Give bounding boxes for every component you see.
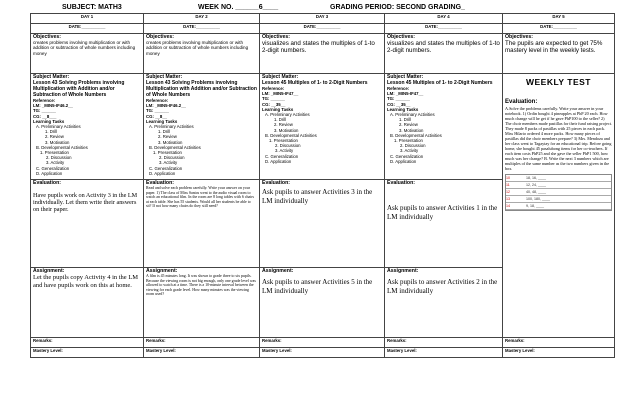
date-cell: DATE:__________ bbox=[503, 24, 615, 34]
evaluation-text: Ask pupils to answer Activities 3 in the LM individually bbox=[262, 188, 373, 205]
objectives-text: The pupils are expected to get 75% mastery level in the weekly tests. bbox=[505, 40, 603, 55]
assignment-text: Ask pupils to answer Activities 2 in the LM individually bbox=[387, 278, 498, 295]
assignment-cell: Assignment: Ask pupils to answer Activities 2 in the LM individually bbox=[385, 268, 503, 338]
days-row bbox=[31, 14, 615, 24]
objectives-cell: Objectives: visualizes and states the multiples of 1-to 2-digit numbers. bbox=[260, 34, 385, 74]
lesson-title: Lesson 43 Solving Problems involving Multiplication with Addition and/or Subtraction of Whole Numbers bbox=[146, 80, 257, 98]
page-header bbox=[0, 2, 638, 13]
subject-matter-cell: Subject Matter: Lesson 43 Solving Problems involving Multiplication with Addition and/or Subtraction of Whole Numbers Reference: LM: _MIN5-IF46.2__ TG: ______ CG: __8__ Learning Tasks A. Preliminary Activities 1. Drill 2. Review 3. Motivation B. Developmental Activities 1. Presentation 2. Discussion 3. Activity C. Generalization D. Application bbox=[144, 74, 260, 180]
lesson-title: Lesson 45 Multiples of 1- to 2-Digit Numbers bbox=[387, 80, 493, 86]
mastery-row bbox=[31, 348, 615, 358]
objectives-text: creates problems involving multiplication or with addition or subtraction of whole numbers including money bbox=[146, 40, 249, 56]
lesson-title: Lesson 43 Solving Problems involving Multiplication with Addition and/or Subtraction of Whole Numbers bbox=[33, 80, 125, 98]
date-cell: DATE:__________ bbox=[144, 24, 260, 34]
multiples-row: 14 9, 18, ____ bbox=[506, 203, 611, 210]
objectives-cell: Objectives: The pupils are expected to get 75% mastery level in the weekly tests. bbox=[503, 34, 615, 74]
objectives-row bbox=[31, 34, 615, 74]
day-header: DAY 3 bbox=[260, 14, 385, 24]
evaluation-cell: Evaluation: Have pupils work on Activity 3 in the LM individually. Let them write their answers on their paper. bbox=[31, 180, 144, 268]
mastery-cell: Mastery Level: bbox=[31, 348, 144, 358]
objectives-cell: Objectives: creates problems involving multiplication or with addition or subtraction of whole numbers including money bbox=[31, 34, 144, 74]
day-header: DAY 1 bbox=[31, 14, 144, 24]
date-row bbox=[31, 24, 615, 34]
evaluation-text: Read and solve each problem carefully. Write your answer on your paper. 1) The class of Miss Santos went to the audio visual room to watch an educational film. In the room are 8 long tables with 6 chairs at each table. She has 55 students. Would all her students be able to sit? If not how many chairs do they still need? bbox=[146, 186, 255, 208]
date-cell: DATE:__________ bbox=[385, 24, 503, 34]
mastery-cell: Mastery Level: bbox=[503, 348, 615, 358]
assignment-text: Let the pupils copy Activity 4 in the LM and have pupils work on this at home. bbox=[33, 274, 139, 289]
date-cell: DATE:__________ bbox=[31, 24, 144, 34]
objectives-text: visualizes and states the multiples of 1-to 2-digit numbers. bbox=[262, 40, 375, 55]
subject-matter-cell: Subject Matter: Lesson 45 Multiples of 1- to 2-Digit Numbers Reference: LM: _MIN5-IF47__ TG: ______ CG: __35__ Learning Tasks A. Preliminary Activities 1. Drill 2. Review 3. Motivation B. Developmental Activities 1. Presentation 2. Discussion 3. Activity C. Generalization D. Application bbox=[385, 74, 503, 180]
day-header: DAY 2 bbox=[144, 14, 260, 24]
weekly-test-text: A.Solve the problems carefully. Write your answer in your notebook. 1) Ordin bought 4 pineapples at PhP 20 each. How much change will he get if he gave PhP100 to the seller? 2) The choir members made pastillas for their fund raising project. They made 8 packs of pastillas with 25 pieces in each pack. Miss Hilario ordered 4 more packs. How many pieces of pastillas did the choir members prepare? 3) Mrs. Mendoza and her class went to Tagaytay for an educational trip. Before going home, she bought 45 pasalubong items for her co-teachers. If each item costs PhP25 and she gave the seller PhP1 500, how much was her change? B. Write the next 3 numbers which are multiples of the same number as the two numbers given in the box. bbox=[505, 106, 612, 172]
evaluation-text: Have pupils work on Activity 3 in the LM individually. Let them write their answers on their paper. bbox=[33, 192, 138, 214]
remarks-cell: Remarks: bbox=[503, 338, 615, 348]
multiples-row: 13 100, 180, ____ bbox=[506, 196, 611, 203]
assignment-text: Ask pupils to answer Activities 5 in the LM individually bbox=[262, 278, 373, 295]
evaluation-cell: Evaluation: Read and solve each problem carefully. Write your answer on your paper. 1) The class of Miss Santos went to the audio visual room to watch an educational film. In the room are 8 long tables with 6 chairs at each table. She has 55 students. Would all her students be able to sit? If not how many chairs do they still need? bbox=[144, 180, 260, 268]
multiples-box bbox=[505, 174, 612, 211]
subject-matter-cell: Subject Matter: Lesson 45 Multiples of 1- to 2-Digit Numbers Reference: LM: _MIN5-IF47__ TG: ______ CG: __35__ Learning Tasks A. Preliminary Activities 1. Drill 2. Review 3. Motivation B. Developmental Activities 1. Presentation 2. Discussion 3. Activity C. Generalization D. Application bbox=[260, 74, 385, 180]
subject-matter-cell: Subject Matter: Lesson 43 Solving Problems involving Multiplication with Addition and/or Subtraction of Whole Numbers Reference: LM: _MIN5-IF46.2__ TG: ______ CG: __8___ Learning Tasks A. Preliminary Activities 1. Drill 2. Review 3. Motivation B. Developmental Activities 1. Presentation 2. Discussion 3. Activity C. Generalization D. Application bbox=[31, 74, 144, 180]
objectives-text: creates problems involving multiplication or with addition or subtraction of whole numbers including money bbox=[33, 40, 136, 56]
lesson-plan-table bbox=[30, 13, 615, 358]
grading-period-label: GRADING PERIOD: SECOND GRADING_ bbox=[330, 4, 465, 11]
mastery-cell: Mastery Level: bbox=[144, 348, 260, 358]
evaluation-cell: Evaluation: Ask pupils to answer Activities 3 in the LM individually bbox=[260, 180, 385, 268]
objectives-cell: Objectives: visualizes and states the multiples of 1-to 2-digit numbers. bbox=[385, 34, 503, 74]
remarks-cell: Remarks: bbox=[260, 338, 385, 348]
day-header: DAY 4 bbox=[385, 14, 503, 24]
remarks-cell: Remarks: bbox=[31, 338, 144, 348]
remarks-row bbox=[31, 338, 615, 348]
subject-matter-row bbox=[31, 74, 615, 180]
mastery-cell: Mastery Level: bbox=[385, 348, 503, 358]
multiples-row: 12 40, 48, ____ bbox=[506, 189, 611, 196]
remarks-cell: Remarks: bbox=[385, 338, 503, 348]
day-header: DAY 5 bbox=[503, 14, 615, 24]
evaluation-cell: Evaluation: Ask pupils to answer Activities 1 in the LM individually bbox=[385, 180, 503, 268]
assignment-cell: Assignment: Let the pupils copy Activity 4 in the LM and have pupils work on this at home. bbox=[31, 268, 144, 338]
lesson-title: Lesson 45 Multiples of 1- to 2-Digit Numbers bbox=[262, 80, 368, 86]
subject-label: SUBJECT: MATH3 bbox=[62, 4, 122, 11]
date-cell: DATE:__________ bbox=[260, 24, 385, 34]
assignment-text: A film is 45 minutes long. It was shown to grade three to six pupils. Because the viewing room is not big enough, only one grade level was allowed to watch at a time. There is a 10-minute interval between the viewing for each grade level. How many minutes was the viewing room used? bbox=[146, 274, 256, 296]
weekly-test-cell: WEEKLY TEST Evaluation: A.Solve the problems carefully. Write your answer in your notebook. 1) Ordin bought 4 pineapples at PhP 20 each. How much change will he get if he gave PhP100 to the seller? 2) The choir members made pastillas for their fund raising project. They made 8 packs of pastillas with 25 pieces in each pack. Miss Hilario ordered 4 more packs. How many pieces of pastillas did the choir members prepare? 3) Mrs. Mendoza and her class went to Tagaytay for an educational trip. Before going home, she bought 45 pasalubong items for her co-teachers. If each item costs PhP25 and she gave the seller PhP1 500, how much was her change? B. Write the next 3 numbers which are multiples of the same number as the two numbers given in the box. 10 18, 16, ____ 11 12, 24, ____ 12 40, 48, ____ 13 100, 180, ____ 14 9, 18, ____ bbox=[503, 74, 615, 338]
assignment-cell: Assignment: Ask pupils to answer Activities 5 in the LM individually bbox=[260, 268, 385, 338]
remarks-cell: Remarks: bbox=[144, 338, 260, 348]
assignment-cell: Assignment: A film is 45 minutes long. It was shown to grade three to six pupils. Because the viewing room is not big enough, only one grade level was allowed to watch at a time. There is a 10-minute interval between the viewing for each grade level. How many minutes was the viewing room used? bbox=[144, 268, 260, 338]
weekly-test-title: WEEKLY TEST bbox=[525, 77, 591, 87]
multiples-row: 11 12, 24, ____ bbox=[506, 182, 611, 189]
week-label: WEEK NO. ______6____ bbox=[198, 4, 279, 11]
objectives-cell: Objectives: creates problems involving multiplication or with addition or subtraction of whole numbers including money bbox=[144, 34, 260, 74]
evaluation-text: Ask pupils to answer Activities 1 in the LM individually bbox=[387, 204, 498, 221]
objectives-text: visualizes and states the multiples of 1-to 2-digit numbers. bbox=[387, 40, 500, 55]
mastery-cell: Mastery Level: bbox=[260, 348, 385, 358]
multiples-row: 10 18, 16, ____ bbox=[506, 175, 611, 182]
